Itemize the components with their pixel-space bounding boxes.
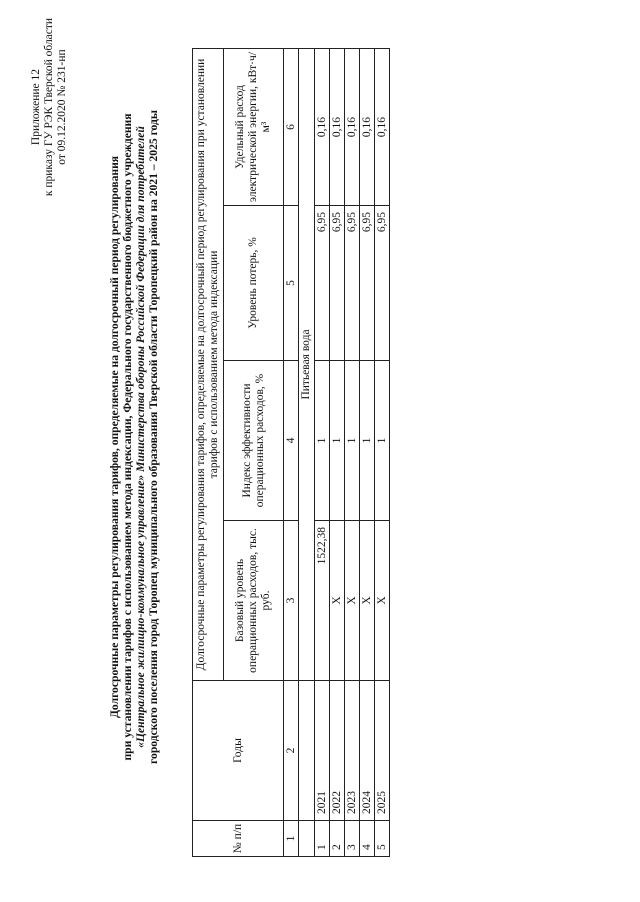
title-line-1: Долгосрочные параметры регулирования тарифов, определяемые на долгосрочный период регулирования [108,155,121,719]
row-year: 2021 [315,681,330,821]
column-number: 2 [284,681,299,821]
row-energy: 0,16 [375,48,390,205]
row-year: 2023 [345,681,360,821]
row-number: 1 [315,821,330,857]
header-group: Долгосрочные параметры регулирования тарифов, определяемые на долгосрочный период регулирования при установлении тарифов с использованием метода индексации [193,48,224,680]
title-line-4: городского поселения город Торопец муниципального образования Тверской области Торопецкий район на 2021 – 2025 годы [147,110,160,764]
header-efficiency-index: Индекс эффективности операционных расходов, % [224,361,284,521]
row-losses: 6,95 [375,206,390,361]
row-base-costs: X [345,521,360,681]
row-efficiency-index: 1 [345,361,360,521]
annex-reference [30,0,69,222]
table-row [360,48,375,856]
row-number: 4 [360,821,375,857]
title-line-2: при установлении тарифов с использованием метода индексации, Федерального государственного бюджетного учреждения [121,113,134,761]
annex-number: Приложение 12 [30,68,42,146]
header-energy-consumption: Удельный расход электрической энергии, кВт·ч/м³ [224,48,284,205]
section-blank-cell [299,681,315,821]
row-efficiency-index: 1 [360,361,375,521]
column-number: 1 [284,821,299,857]
table-row [345,48,360,856]
annex-date: от 09.12.2020 № 231-нп [56,49,68,165]
title-line-3: «Центральное жилищно-коммунальное управление» Министерства обороны Российской Федерации для потребителей [134,126,147,748]
header-no: № п/п [193,821,284,857]
section-blank-cell [299,821,315,857]
row-energy: 0,16 [330,48,345,205]
document-title [108,42,160,832]
row-losses: 6,95 [330,206,345,361]
header-years: Годы [193,681,284,821]
header-losses: Уровень потерь, % [224,206,284,361]
table-row [315,48,330,856]
table-row [375,48,390,856]
row-base-costs: 1522,38 [315,521,330,681]
row-number: 5 [375,821,390,857]
column-number: 4 [284,361,299,521]
table-row [330,48,345,856]
row-number: 2 [330,821,345,857]
header-base-costs: Базовый уровень операционных расходов, тыс. руб. [224,521,284,681]
column-number: 3 [284,521,299,681]
parameters-table [192,48,390,857]
row-base-costs: X [375,521,390,681]
row-efficiency-index: 1 [315,361,330,521]
row-energy: 0,16 [345,48,360,205]
row-number: 3 [345,821,360,857]
row-efficiency-index: 1 [330,361,345,521]
column-number: 6 [284,48,299,205]
row-energy: 0,16 [360,48,375,205]
row-energy: 0,16 [315,48,330,205]
row-losses: 6,95 [345,206,360,361]
row-losses: 6,95 [360,206,375,361]
section-label: Питьевая вода [299,48,315,680]
row-base-costs: X [360,521,375,681]
row-year: 2024 [360,681,375,821]
row-losses: 6,95 [315,206,330,361]
row-efficiency-index: 1 [375,361,390,521]
row-year: 2025 [375,681,390,821]
row-year: 2022 [330,681,345,821]
annex-order: к приказу ГУ РЭК Тверской области [43,17,55,197]
column-number: 5 [284,206,299,361]
row-base-costs: X [330,521,345,681]
